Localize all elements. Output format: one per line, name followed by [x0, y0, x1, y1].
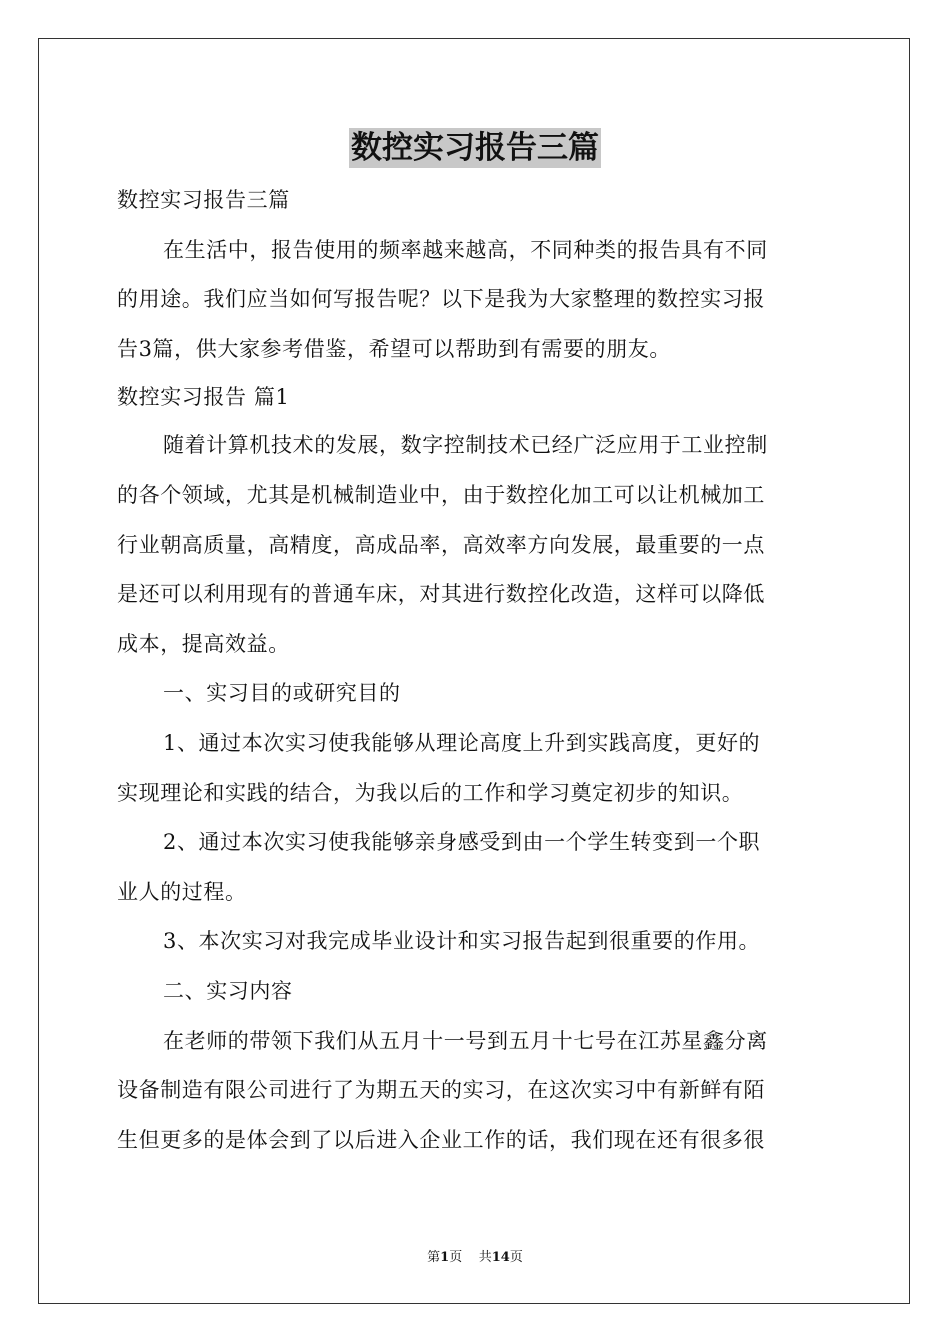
- body-line: 的用途。我们应当如何写报告呢？以下是我为大家整理的数控实习报: [117, 287, 765, 312]
- body-line: 数控实习报告三篇: [117, 188, 290, 212]
- footer-total-suffix: 页: [509, 1250, 523, 1265]
- page-footer: [0, 1246, 950, 1265]
- body-line: 1、通过本次实习使我能够从理论高度上升到实践高度，更好的: [163, 730, 761, 755]
- body-line: 成本，提高效益。: [117, 631, 290, 656]
- body-line: 行业朝高质量，高精度，高成品率，高效率方向发展，最重要的一点: [117, 532, 765, 557]
- body-line: 的各个领域，尤其是机械制造业中，由于数控化加工可以让机械加工: [117, 482, 765, 507]
- body-line: 3、本次实习对我完成毕业设计和实习报告起到很重要的作用。: [163, 929, 761, 954]
- footer-page-prefix: 第: [427, 1250, 441, 1265]
- body-line: 在老师的带领下我们从五月十一号到五月十七号在江苏星鑫分离: [163, 1028, 768, 1053]
- body-line: 告3篇，供大家参考借鉴，希望可以帮助到有需要的朋友。: [117, 336, 671, 361]
- footer-total-prefix: 共: [478, 1250, 492, 1265]
- body-line: 业人的过程。: [117, 879, 247, 904]
- document-title: 数控实习报告三篇: [351, 130, 599, 166]
- footer-page-suffix: 页: [449, 1250, 463, 1265]
- body-line: 生但更多的是体会到了以后进入企业工作的话，我们现在还有很多很: [117, 1127, 765, 1152]
- title-container: [0, 128, 950, 168]
- body-line: 一、实习目的或研究目的: [163, 681, 401, 706]
- body-line: 是还可以利用现有的普通车床，对其进行数控化改造，这样可以降低: [117, 582, 765, 607]
- body-line: 设备制造有限公司进行了为期五天的实习，在这次实习中有新鲜有陌: [117, 1078, 765, 1103]
- body-line: 在生活中，报告使用的频率越来越高，不同种类的报告具有不同: [163, 237, 768, 262]
- footer-total-pages: 14: [491, 1250, 510, 1265]
- document-body: [117, 176, 833, 1165]
- body-line: 二、实习内容: [163, 978, 293, 1003]
- body-line: 实现理论和实践的结合，为我以后的工作和学习奠定初步的知识。: [117, 780, 744, 805]
- footer-page-number: 1: [440, 1250, 450, 1265]
- body-line: 随着计算机技术的发展，数字控制技术已经广泛应用于工业控制: [163, 433, 768, 458]
- body-line: 2、通过本次实习使我能够亲身感受到由一个学生转变到一个职: [163, 830, 761, 855]
- body-line: 数控实习报告 篇1: [117, 385, 290, 410]
